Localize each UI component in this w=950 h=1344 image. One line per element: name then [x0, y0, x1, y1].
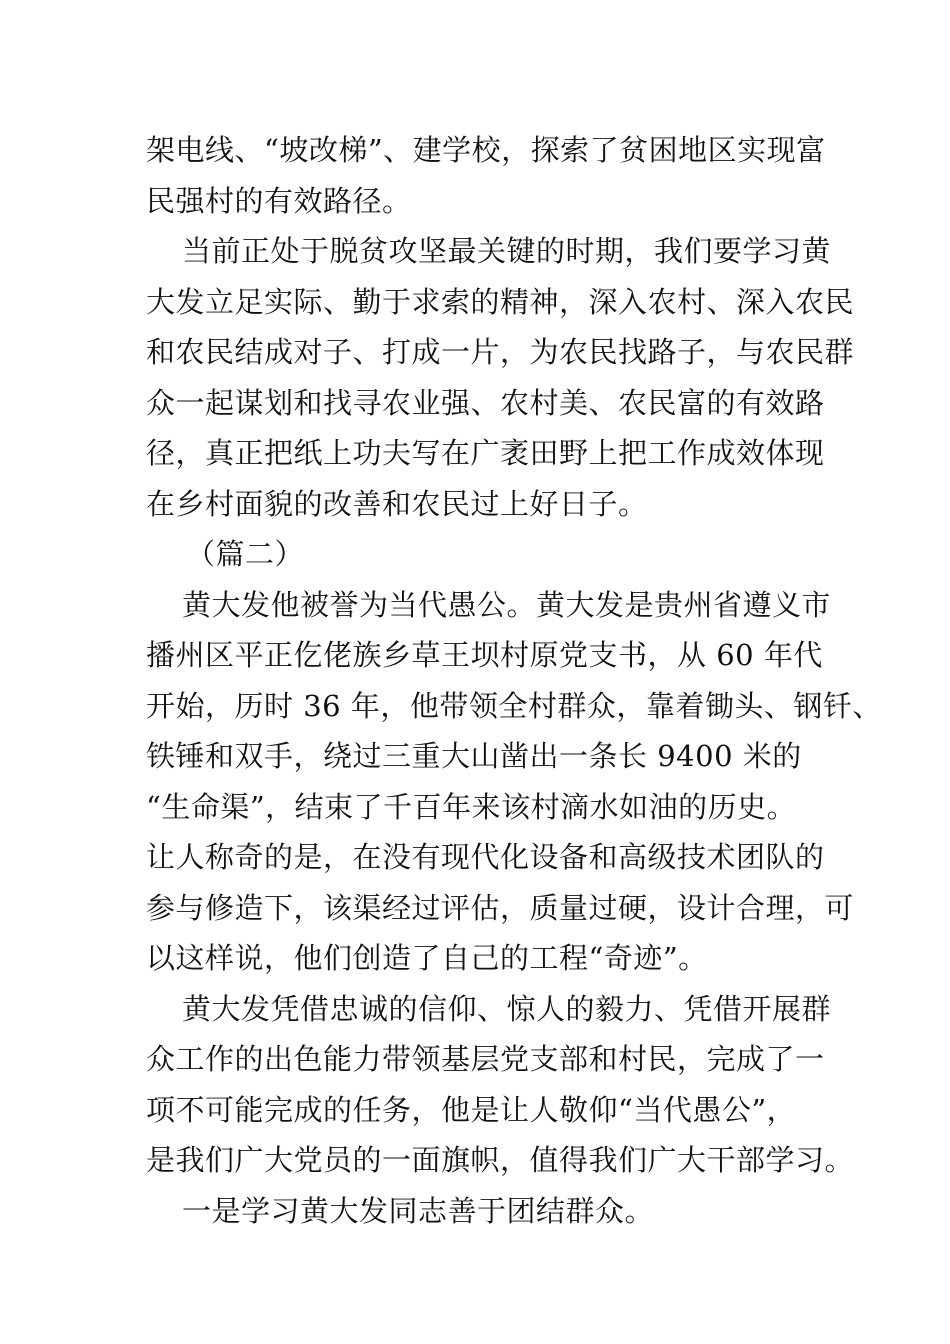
text-line: 参与修造下，该渠经过评估，质量过硬，设计合理，可 — [146, 890, 855, 925]
text-line: 径，真正把纸上功夫写在广袤田野上把工作成效体现 — [146, 436, 825, 470]
text-line: 众一起谋划和找寻农业强、农村美、农民富的有效路 — [146, 385, 825, 420]
text-line: 是我们广大党员的一面旗帜，值得我们广大干部学习。 — [146, 1143, 855, 1177]
text-line: 项不可能完成的任务，他是让人敬仰“当代愚公”， — [146, 1092, 797, 1127]
paragraph-first-line: 一是学习黄大发同志善于团结群众。 — [182, 1193, 655, 1228]
text-line: 民强村的有效路径。 — [146, 183, 412, 218]
text-line: 众工作的出色能力带领基层党支部和村民，完成了一 — [146, 1042, 825, 1076]
text-line: 铁锤和双手，绕过三重大山凿出一条长 9400 米的 — [146, 739, 802, 773]
paragraph-first-line: 黄大发他被誉为当代愚公。黄大发是贵州省遵义市 — [182, 587, 832, 622]
text-line: 让人称奇的是，在没有现代化设备和高级技术团队的 — [146, 840, 825, 874]
text-line: 架电线、“坡改梯”、建学校，探索了贫困地区实现富 — [146, 133, 826, 167]
body-text — [146, 125, 882, 1236]
section-heading: （篇二） — [186, 537, 305, 571]
text-line: 以这样说，他们创造了自己的工程“奇迹”。 — [146, 941, 708, 975]
paragraph-first-line: 黄大发凭借忠诚的信仰、惊人的毅力、凭借开展群 — [182, 991, 832, 1026]
paragraph-first-line: 当前正处于脱贫攻坚最关键的时期，我们要学习黄 — [182, 234, 832, 268]
text-line: “生命渠”，结束了千百年来该村滴水如油的历史。 — [146, 789, 797, 824]
text-line: 播州区平正仡佬族乡草王坝村原党支书，从 60 年代 — [146, 638, 823, 672]
text-line: 大发立足实际、勤于求索的精神，深入农村、深入农民 — [146, 284, 855, 319]
text-line: 在乡村面貌的改善和农民过上好日子。 — [146, 486, 648, 521]
text-line: 和农民结成对子、打成一片，为农民找路子，与农民群 — [146, 335, 855, 369]
text-line: 开始，历时 36 年，他带领全村群众，靠着锄头、钢钎、 — [146, 688, 882, 723]
